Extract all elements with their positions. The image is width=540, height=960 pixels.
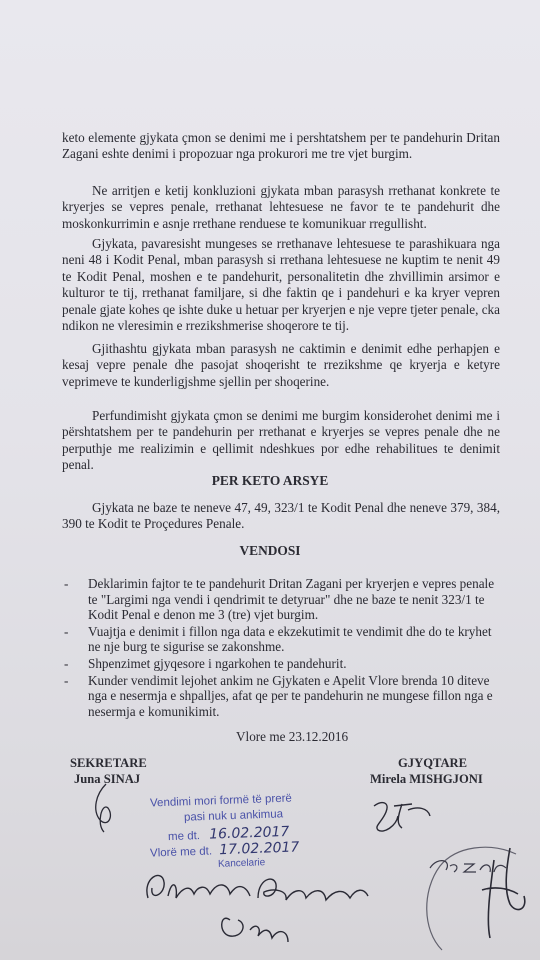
stamp-not-appealed-line: pasi nuk u ankimua: [183, 808, 284, 824]
legal-basis: Gjykata ne baze te neneve 47, 49, 323/1 te Kodit Penal dhe neneve 379, 384, 390 te Kodit te Proçedures Penale.: [62, 500, 500, 532]
paragraph-circumstances: Ne arritjen e ketij konkluzioni gjykata mban parasysh rrethanat konkrete te kryerjes se vepres penale, rrethanat lehtesuese ne favor te te pandehurit dhe moskonkurrimin e asnje rrethane renduese te komunikuar rregullisht.: [62, 183, 500, 231]
decision-list: [62, 576, 502, 720]
paragraph-final-assessment: Perfundimisht gjykata çmon se denimi me burgim konsiderohet denimi me i përshtatshem per te pandehurin per rrethanat e kryerjes se vepres penale dhe ne perputhje me realizimin e qellimit ndeshkues por edhe rehabilitues te denimit penal.: [62, 408, 500, 473]
clerk-signature-drawing: [138, 858, 378, 958]
decision-item: - Vuajtja e denimit i fillon nga data e ekzekutimit te vendimit dhe do te kryhet ne nje burg te sigurise se zakonshme.: [62, 624, 502, 655]
secretary-title: SEKRETARE: [70, 756, 147, 770]
judge-title: GJYQTARE: [398, 756, 468, 770]
decision-item: - Shpenzimet gjyqesore i ngarkohen te pandehurit.: [62, 656, 502, 672]
stamp-date-line: me dt. 16.02.2017: [167, 823, 290, 844]
judge-name: Mirela MISHGJONI: [370, 772, 483, 786]
official-round-stamp-drawing: [420, 830, 535, 955]
paragraph-social-danger: Gjithashtu gjykata mban parasysh ne caktimin e denimit edhe perhapjen e kesaj vepre penale dhe pasojat shoqerisht te rrezikshme qe kryerja e ketyre veprimeve te kunderligjshme sjellin per shoqerine.: [62, 341, 500, 389]
secretary-signature-drawing: [88, 780, 128, 840]
paragraph-mitigating-factors: Gjykata, pavaresisht mungeses se rrethanave lehtesuese te parashikuara nga neni 48 i Kodit Penal, mban parasysh si rrethana lehtesuese ne kuptim te nenit 49 te Kodit Penal, moshen e te pandehurit, personalitetin dhe zhvillimin arsimor e kulturor te tij, rrethanat familjare, si dhe faktin qe i pandehuri e ka kryer vepren penale gjate kohes qe ishte duke u hetuar per kryerjen e nje vepre tjeter penale, cka ndikon ne vleresimin e rrezikshmerise shoqerore te tij.: [62, 236, 500, 334]
reasons-heading: PER KETO ARSYE: [211, 473, 329, 488]
stamp-chancellery-line: Kancelarie: [217, 857, 266, 870]
stamp-handwritten-date: 17.02.2017: [218, 839, 300, 859]
stamp-handwritten-date: 16.02.2017: [208, 823, 290, 843]
stamp-finality-line: Vendimi mori formë të prerë: [149, 792, 293, 810]
decision-item: - Kunder vendimit lejohet ankim ne Gjykaten e Apelit Vlore brenda 10 diteve nga e nesermja e shpalljes, afat qe per te pandehurin ne mungese fillon nga e nesermja e komunikimit.: [62, 673, 502, 720]
place-and-date: Vlore me 23.12.2016: [236, 729, 349, 744]
stamp-city-date-line: Vlorë me dt. 17.02.2017: [149, 839, 300, 860]
paragraph-sentence-conclusion: keto elemente gjykata çmon se denimi me i pershtatshem per te pandehurin Dritan Zagani eshte denimi i propozuar nga prokurori me tre vjet burgim.: [62, 130, 500, 162]
decision-item: - Deklarimin fajtor te te pandehurit Dritan Zagani per kryerjen e vepres penale te "Largimi nga vendi i qendrimit te detyruar" dhe ne baze te nenit 323/1 te Kodit Penal e denon me 3 (tre) vjet burgim.: [62, 576, 502, 623]
decision-heading: VENDOSI: [239, 543, 301, 558]
secretary-name: Juna SINAJ: [74, 772, 141, 786]
